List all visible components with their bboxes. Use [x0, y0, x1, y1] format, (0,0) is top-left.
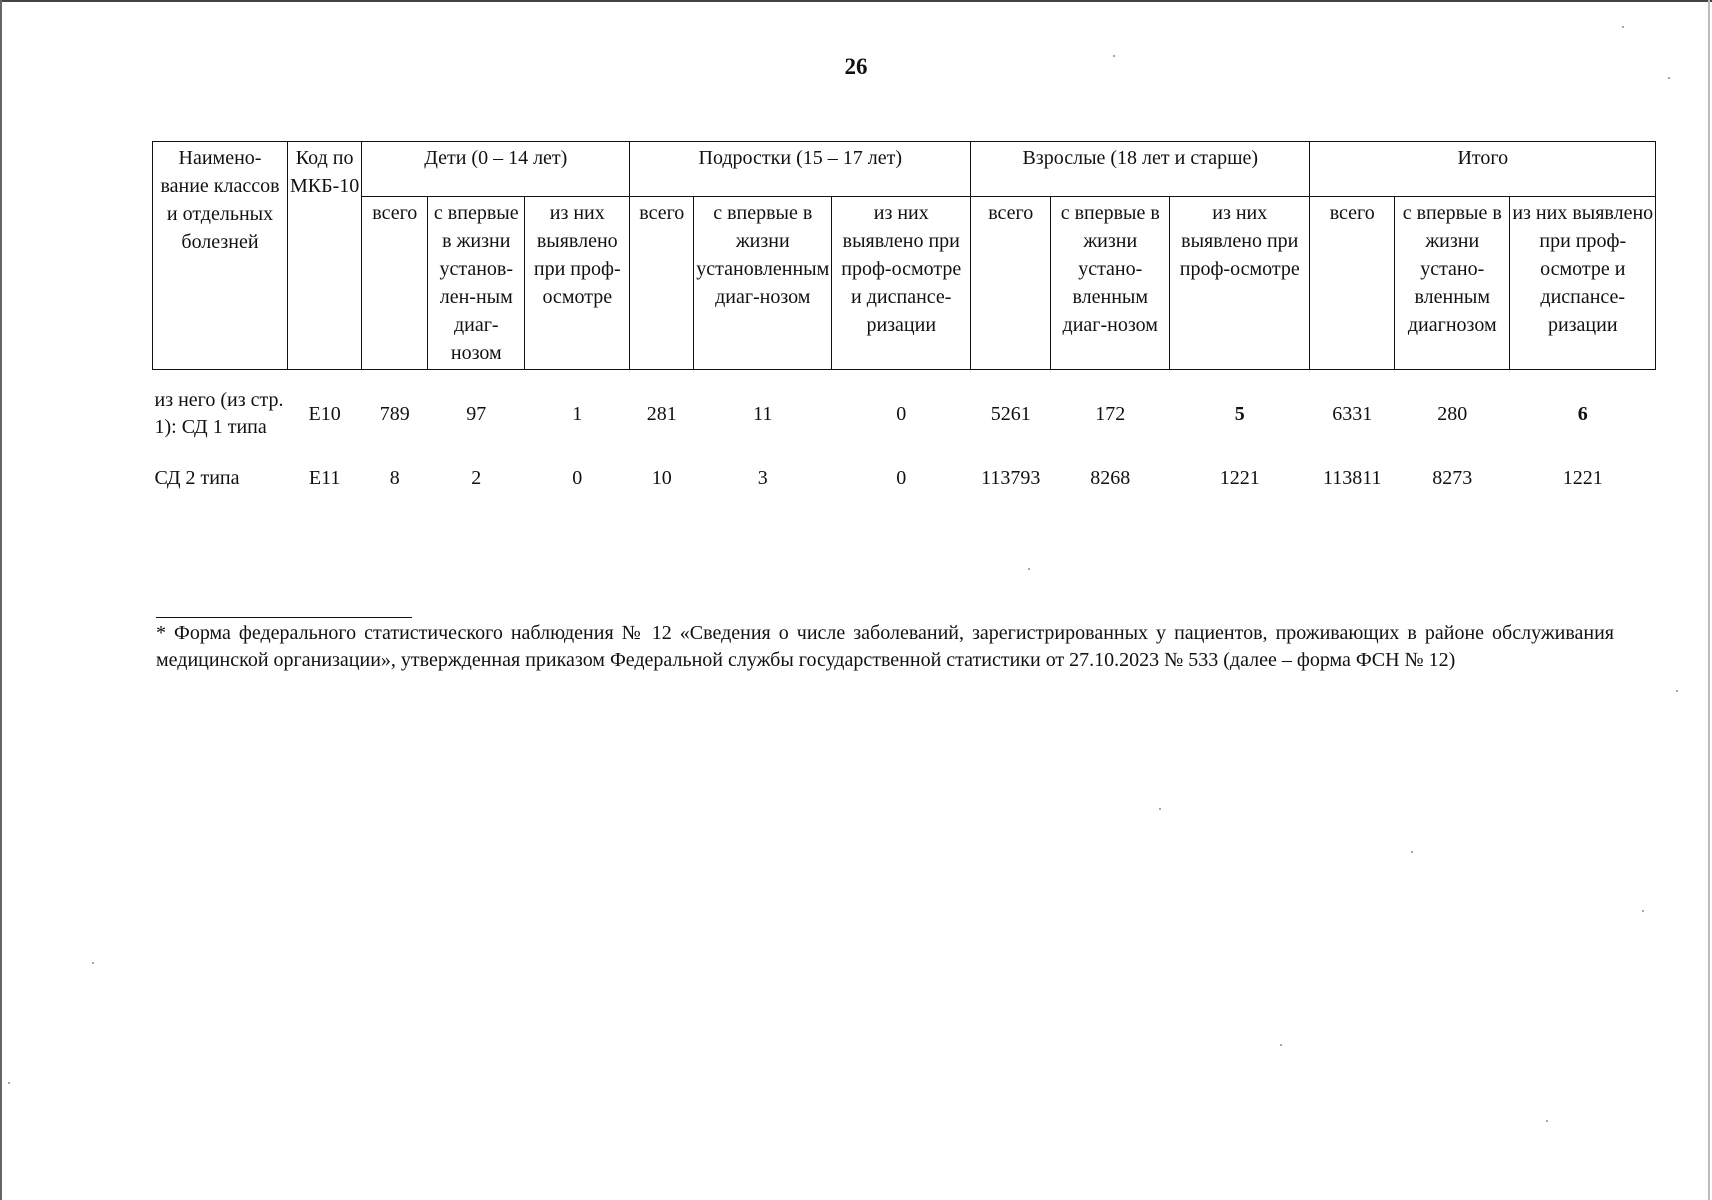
scan-speck [1676, 690, 1678, 692]
cell-value: 8273 [1432, 467, 1473, 489]
cell-value: 1221 [1562, 467, 1603, 489]
scan-speck [1546, 1120, 1548, 1122]
scan-edge-top [0, 0, 1712, 2]
cell-value: 113793 [981, 467, 1041, 489]
header-children-total: всего [362, 197, 428, 370]
cell-value: 113811 [1322, 467, 1382, 489]
table-header-sub-row [153, 197, 1656, 370]
cell-value: 1 [572, 403, 583, 425]
header-group-adults: Взрослые (18 лет и старше) [971, 142, 1310, 197]
scan-speck [1113, 55, 1115, 57]
row-icd-code: E11 [308, 467, 341, 489]
cell-value: 6 [1577, 403, 1588, 425]
header-disease-name: Наимено-вание классов и отдельных болезней [153, 142, 288, 370]
header-adults-checkup: из них выявлено при проф-осмотре [1170, 197, 1310, 370]
cell-value: 11 [753, 403, 773, 425]
row-icd-code: E10 [308, 403, 341, 425]
table-header-group-row [153, 142, 1656, 197]
table-row [153, 370, 1656, 457]
table-row [153, 456, 1656, 492]
header-group-total: Итого [1310, 142, 1656, 197]
cell-value: 5 [1234, 403, 1245, 425]
row-disease-name: из него (из стр. 1): СД 1 типа [154, 389, 284, 438]
scan-edge-left [0, 0, 2, 1200]
cell-value: 2 [471, 467, 482, 489]
cell-value: 5261 [990, 403, 1031, 425]
header-teens-total: всего [630, 197, 694, 370]
scan-speck [1622, 26, 1624, 28]
scan-speck [1028, 568, 1030, 570]
cell-value: 281 [646, 403, 677, 425]
cell-value: 789 [379, 403, 410, 425]
scan-speck [92, 962, 94, 964]
scan-speck [8, 1082, 10, 1084]
scan-speck [1411, 851, 1413, 853]
cell-value: 3 [757, 467, 768, 489]
footnote-text: * Форма федерального статистического наблюдения № 12 «Сведения о числе заболеваний, зарегистрированных у пациентов, проживающих в районе обслуживания медицинской организации», утвержденная приказом Федеральной службы государственной статистики от 27.10.2023 № 533 (далее – форма ФСН № 12) [156, 622, 1614, 671]
header-sum-total: всего [1310, 197, 1395, 370]
cell-value: 10 [651, 467, 672, 489]
header-teens-checkup: из них выявлено при проф-осмотре и диспансе-ризации [832, 197, 971, 370]
header-icd-code: Код по МКБ-10 [288, 142, 362, 370]
cell-value: 280 [1437, 403, 1468, 425]
cell-value: 97 [466, 403, 487, 425]
header-children-checkup: из них выявлено при проф-осмотре [525, 197, 630, 370]
header-adults-new: с впервые в жизни устано-вленным диаг-нозом [1051, 197, 1170, 370]
row-disease-name: СД 2 типа [154, 466, 240, 489]
cell-value: 0 [896, 467, 907, 489]
scan-speck [1159, 808, 1161, 810]
page-number: 26 [844, 54, 868, 79]
cell-value: 0 [896, 403, 907, 425]
header-children-new: с впервые в жизни установ-лен-ным диаг-нозом [428, 197, 525, 370]
scan-speck [1642, 910, 1644, 912]
footnote-divider [156, 617, 412, 618]
header-group-teens: Подростки (15 – 17 лет) [630, 142, 971, 197]
cell-value: 6331 [1332, 403, 1373, 425]
scan-speck [1668, 77, 1670, 79]
cell-value: 8268 [1090, 467, 1131, 489]
header-group-children: Дети (0 – 14 лет) [362, 142, 630, 197]
statistics-table [152, 141, 1656, 492]
header-sum-checkup: из них выявлено при проф-осмотре и диспансе-ризации [1510, 197, 1656, 370]
cell-value: 172 [1095, 403, 1126, 425]
cell-value: 1221 [1219, 467, 1260, 489]
header-adults-total: всего [971, 197, 1051, 370]
cell-value: 8 [389, 467, 400, 489]
scan-speck [1280, 1044, 1282, 1046]
header-teens-new: с впервые в жизни установленным диаг-нозом [694, 197, 832, 370]
cell-value: 0 [572, 467, 583, 489]
header-sum-new: с впервые в жизни устано-вленным диагнозом [1395, 197, 1510, 370]
scan-edge-right [1708, 0, 1710, 1200]
